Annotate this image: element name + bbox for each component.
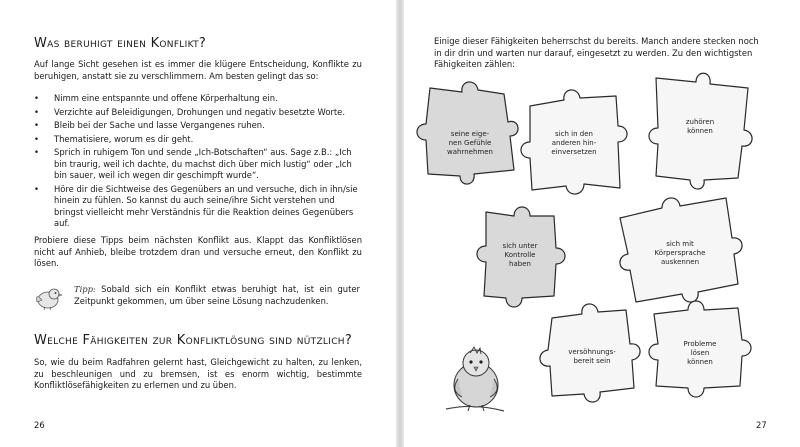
book-gutter xyxy=(396,0,404,447)
left-page xyxy=(0,0,396,447)
bullet-symbol: • xyxy=(34,120,39,130)
bullet-symbol: • xyxy=(34,133,39,144)
puzzle-label-feelings-3: wahrnehmen xyxy=(447,148,493,156)
puzzle-label-feelings-1: seine eige- xyxy=(450,130,490,138)
bullet-symbol: • xyxy=(34,147,39,157)
bullet-item xyxy=(34,107,364,119)
puzzle-label-bodylanguage-3: auskennen xyxy=(660,258,700,266)
heading-calm-conflict: Was beruhigt einen Konflikt? xyxy=(34,36,207,51)
bullet-text: Höre dir die Sichtweise des Gegenübers an und versuche, dich in ihn/sie hinein zu fühlen. So kannst du auch seine/ihre Sicht verstehen und bringst vielleicht mehr Verständnis für die Reaktion deines Gegenübers auf. xyxy=(54,183,358,228)
intro-paragraph: Auf lange Sicht gesehen ist es immer die klügere Entscheidung, Konflikte zu beruhigen, anstatt sie zu verschlimmern. Am besten gelingt das so: xyxy=(34,59,362,81)
puzzle-label-empathy-2: anderen hin- xyxy=(551,139,597,147)
puzzle-label-feelings-2: nen Gefühle xyxy=(448,139,492,147)
puzzle-label-problemsolving-1: Probleme xyxy=(683,340,717,348)
puzzle-label-listening-1: zuhören xyxy=(685,118,715,126)
puzzle-label-reconciliation-1: versöhnungs- xyxy=(568,348,616,356)
puzzle-label-selfcontrol-2: Kontrolle xyxy=(504,251,536,259)
bullet-text: Bleib bei der Sache und lasse Vergangenes ruhen. xyxy=(54,120,265,130)
bullet-item xyxy=(34,134,364,146)
puzzle-label-problemsolving-3: können xyxy=(687,358,713,366)
puzzle-label-problemsolving-2: lösen xyxy=(690,349,710,357)
bullet-text: Thematisiere, worum es dir geht. xyxy=(54,133,194,144)
cycling-paragraph: So, wie du beim Radfahren gelernt hast, Gleichgewicht zu halten, zu lenken, zu beschleunigen und zu bremsen, ist es enorm wichtig, bestimmte Konfliktlösefähigkeiten zu erlernen und zu üben. xyxy=(34,357,362,390)
bullet-item xyxy=(34,147,364,182)
bullet-text: Verzichte auf Beleidigungen, Drohungen und negativ besetzte Worte. xyxy=(54,106,345,117)
practice-paragraph: Probiere diese Tipps beim nächsten Konflikt aus. Klappt das Konfliktlösen nicht auf Anhieb, bleibe trotzdem dran und versuche erneut, den Konflikt zu lösen. xyxy=(34,235,362,268)
puzzle-label-reconciliation-2: bereit sein xyxy=(573,357,611,365)
tip-text: Sobald sich ein Konflikt etwas beruhigt hat, ist ein guter Zeitpunkt gekommen, um über seine Lösung nachzudenken. xyxy=(74,284,360,306)
page-number-right: 27 xyxy=(756,420,767,430)
puzzle-label-empathy-3: einversetzen xyxy=(551,148,597,156)
bird-illustration-icon xyxy=(446,347,504,411)
puzzle-illustration xyxy=(404,70,800,420)
heading-useful-skills: Welche Fähigkeiten zur Konfliktlösung sind nützlich? xyxy=(34,333,353,348)
puzzle-label-selfcontrol-1: sich unter xyxy=(502,242,538,250)
puzzle-label-bodylanguage-2: Körpersprache xyxy=(654,249,706,257)
puzzle-label-bodylanguage-1: sich mit xyxy=(666,240,694,248)
tip-label: Tipp: xyxy=(74,284,96,294)
tip-text-block xyxy=(74,284,360,307)
skills-intro-paragraph: Einige dieser Fähigkeiten beherrschst du bereits. Manch andere stecken noch in dir drin und warten nur darauf, eingesetzt zu werden. Zu den wichtigsten Fähigkeiten zählen: xyxy=(434,36,759,69)
puzzle-label-empathy-1: sich in den xyxy=(555,130,593,138)
puzzle-label-selfcontrol-3: haben xyxy=(509,260,531,268)
bullet-item xyxy=(34,184,364,230)
bullet-item xyxy=(34,93,364,105)
bullet-text: Nimm eine entspannte und offene Körperhaltung ein. xyxy=(54,93,278,103)
page-number-left: 26 xyxy=(34,420,45,430)
bullet-symbol: • xyxy=(34,93,39,103)
bullet-item xyxy=(34,120,364,132)
bird-icon xyxy=(34,285,62,311)
bullet-symbol: • xyxy=(34,106,39,117)
bullet-symbol: • xyxy=(34,183,39,194)
bullet-text: Sprich in ruhigem Ton und sende „Ich-Botschaften“ aus. Sage z.B.: „Ich bin traurig, weil ich dachte, du machst dich über mich lustig“ oder „Ich bin sauer, weil ich wegen dir geschimpft wurde“. xyxy=(54,147,352,180)
puzzle-label-listening-2: können xyxy=(687,127,713,135)
tips-bullet-list xyxy=(34,93,364,232)
tip-box xyxy=(34,281,364,317)
